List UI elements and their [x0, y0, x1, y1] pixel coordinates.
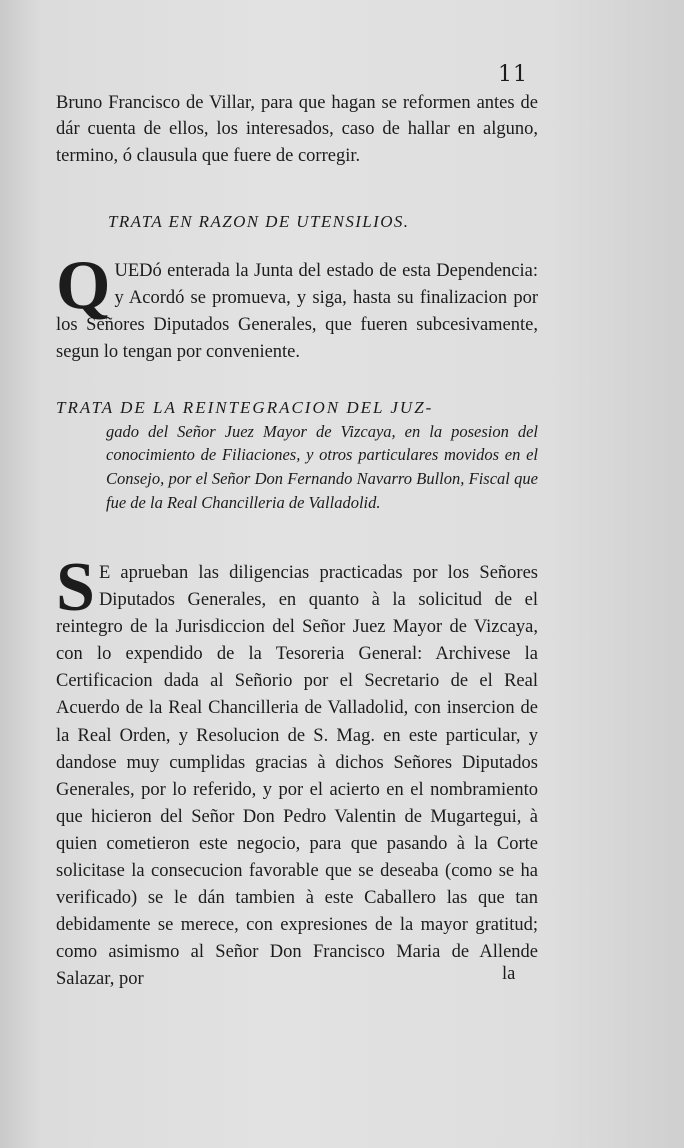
page-number: 11: [498, 62, 528, 87]
catchword: la: [502, 964, 516, 984]
paragraph-reintegracion: [56, 549, 538, 994]
section-heading-utensilios: TRATA EN RAZON DE UTENSILIOS.: [108, 212, 410, 231]
heading-rest: gado del Señor Juez Mayor de Vizcaya, en la posesion del conocimiento de Filiaciones, y otros particulares movidos en el Consejo, por el Señor Don Fernando Navarro Bullon, Fiscal que fue de la Real Chancilleria de Valladolid.: [106, 421, 538, 512]
paragraph-continuation: Bruno Francisco de Villar, para que hagan se reformen antes de dár cuenta de ellos, los interesados, caso de hallar en alguno, termino, ó clausula que fuere de corregir.: [56, 93, 538, 166]
drop-cap: S: [56, 549, 95, 626]
paragraph-text: E aprueban las diligencias practicadas por los Señores Diputados Generales, en quanto à la solicitud de el reintegro de la Jurisdiccion del Señor Juez Mayor de Vizcaya, con lo expendido de la Tesoreria General: Archivese la Certificacion dada al Señorio por el Secretario de el Real Acuerdo de la Real Chancilleria de Valladolid, con insercion de la Real Orden, y Resolucion de S. Mag. en este particular, y dandose muy cumplidas gracias à dichos Señores Diputados Generales, por lo referido, y por el acierto en el nombramiento que hicieron del Señor Don Pedro Valentin de Mugartegui, à quien cometieron este negocio, para que pasando à la Corte solicitase la consecucion favorable que se deseaba (como se ha verificado) se le dán tambien à este Caballero las que tan debidamente se merece, con expresiones de la mayor gratitud; como asimismo al Señor Don Francisco Maria de Allende Salazar, por: [56, 563, 538, 990]
paragraph-text: UEDó enterada la Junta del estado de esta Dependencia: y Acordó se promueva, y siga, hasta su finalizacion por los Señores Diputados Generales, que fueren subcesivamente, segun lo tengan por conveniente.: [56, 261, 538, 362]
paragraph-utensilios: [56, 247, 538, 366]
section-heading-reintegracion: [56, 396, 538, 515]
drop-cap: Q: [56, 247, 111, 324]
heading-lead: TRATA DE LA REINTEGRACION DEL JUZ-: [56, 398, 434, 417]
